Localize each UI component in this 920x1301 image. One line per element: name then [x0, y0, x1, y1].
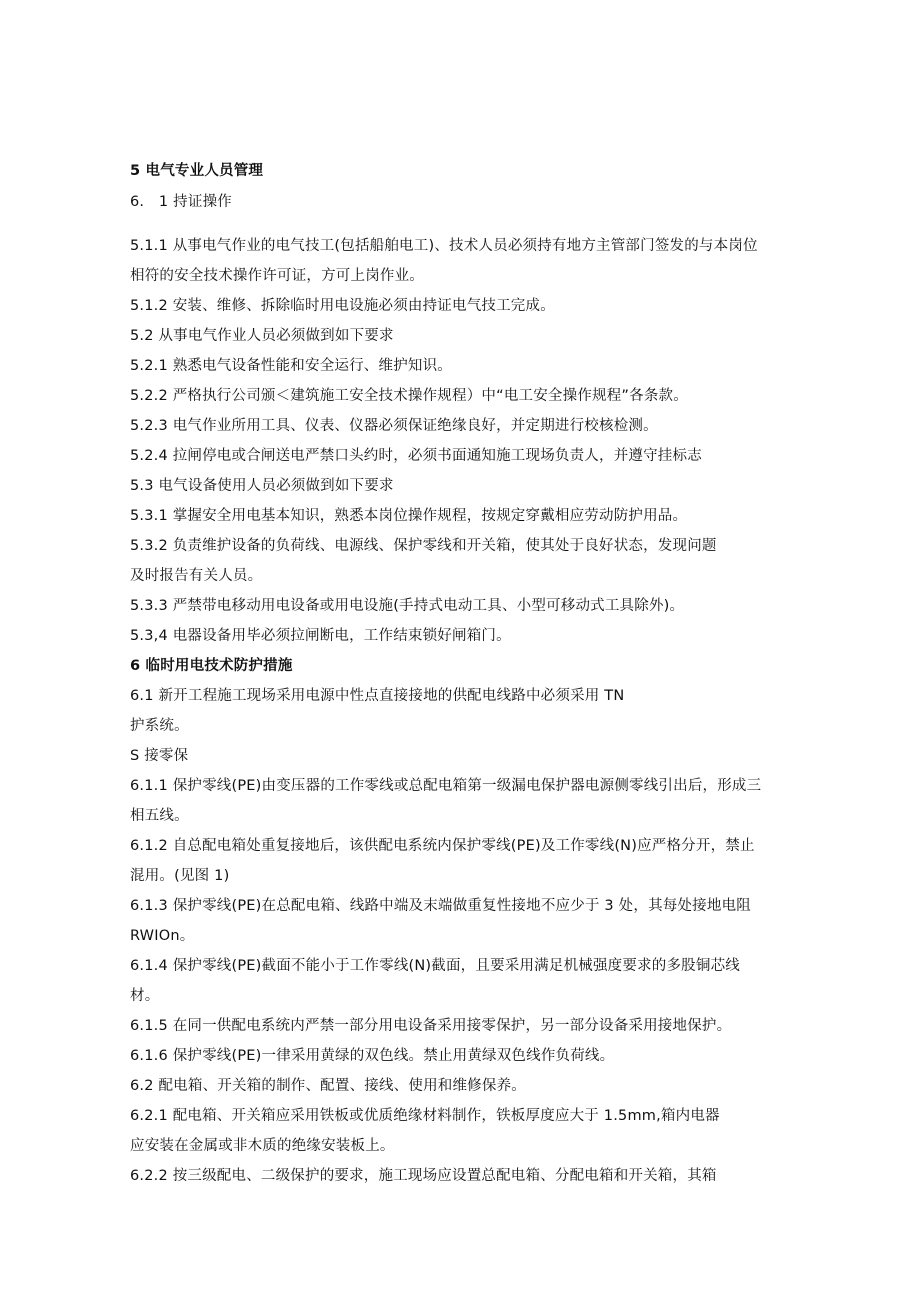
para-6-1-cont2: S 接零保	[130, 748, 189, 764]
para-6-2-1: 6.2.1 配电箱、开关箱应采用铁板或优质绝缘材料制作，铁板厚度应大于 1.5mm,箱内电器	[130, 1108, 720, 1124]
para-5-3: 5.3 电气设备使用人员必须做到如下要求	[130, 478, 394, 494]
para-6-1-6: 6.1.6 保护零线(PE)一律采用黄绿的双色线。禁止用黄绿双色线作负荷线。	[130, 1048, 615, 1064]
para-6-1-1-cont: 相五线。	[130, 808, 189, 824]
para-6-2-2: 6.2.2 按三级配电、二级保护的要求，施工现场应设置总配电箱、分配电箱和开关箱，其箱	[130, 1168, 717, 1184]
para-5-3-2: 5.3.2 负责维护设备的负荷线、电源线、保护零线和开关箱，使其处于良好状态，发现问题	[130, 538, 717, 554]
para-6-2-1-cont: 应安装在金属或非木质的绝缘安装板上。	[130, 1138, 395, 1154]
para-6-2: 6.2 配电箱、开关箱的制作、配置、接线、使用和维修保养。	[130, 1078, 526, 1094]
para-5-2-3: 5.2.3 电气作业所用工具、仪表、仪器必须保证绝缘良好，并定期进行校核检测。	[130, 418, 658, 434]
para-5-3-3: 5.3.3 严禁带电移动用电设备或用电设施(手持式电动工具、小型可移动式工具除外)。	[130, 598, 685, 614]
para-6-1-4-cont: 材。	[130, 988, 160, 1004]
para-6-1-3: 6.1.3 保护零线(PE)在总配电箱、线路中端及末端做重复性接地不应少于 3 处，其每处接地电阻	[130, 898, 751, 914]
para-5-2-4: 5.2.4 拉闸停电或合闸送电严禁口头约时，必须书面通知施工现场负责人，并遵守挂标志	[130, 448, 702, 464]
para-5-3-4: 5.3,4 电器设备用毕必须拉闸断电，工作结束锁好闸箱门。	[130, 628, 511, 644]
section-heading-5: 5 电气专业人员管理	[130, 163, 264, 179]
para-5-3-2-cont: 及时报告有关人员。	[130, 568, 263, 584]
para-5-2: 5.2 从事电气作业人员必须做到如下要求	[130, 328, 394, 344]
para-6-1-4: 6.1.4 保护零线(PE)截面不能小于工作零线(N)截面，且要采用满足机械强度要求的多股铜芯线	[130, 958, 740, 974]
para-6-1-1: 6.1.1 保护零线(PE)由变压器的工作零线或总配电箱第一级漏电保护器电源侧零线引出后，形成三	[130, 778, 762, 794]
para-5-2-2: 5.2.2 严格执行公司颁＜建筑施工安全技术操作规程）中“电工安全操作规程”各条款。	[130, 388, 688, 404]
para-5-2-1: 5.2.1 熟悉电气设备性能和安全运行、维护知识。	[130, 358, 453, 374]
section-heading-6: 6 临时用电技术防护措施	[130, 658, 293, 674]
para-5-1-1-cont: 相符的安全技术操作许可证，方可上岗作业。	[130, 268, 424, 284]
para-6-1-cont: 护系统。	[130, 718, 189, 734]
para-5-1-2: 5.1.2 安装、维修、拆除临时用电设施必须由持证电气技工完成。	[130, 298, 555, 314]
para-6-1-2-cont: 混用。(见图 1)	[130, 868, 230, 884]
para-5-1-1: 5.1.1 从事电气作业的电气技工(包括船舶电工)、技术人员必须持有地方主管部门签发的与本岗位	[130, 238, 758, 254]
para-6-1-5: 6.1.5 在同一供配电系统内严禁一部分用电设备采用接零保护，另一部分设备采用接地保护。	[130, 1018, 732, 1034]
subsection-6-1: 6. 1 持证操作	[130, 194, 232, 210]
para-6-1-2: 6.1.2 自总配电箱处重复接地后，该供配电系统内保护零线(PE)及工作零线(N)应严格分开，禁止	[130, 838, 755, 854]
para-6-1-3-cont: RWIOn。	[130, 928, 195, 944]
para-6-1: 6.1 新开工程施工现场采用电源中性点直接接地的供配电线路中必须采用 TN	[130, 688, 625, 704]
para-5-3-1: 5.3.1 掌握安全用电基本知识，熟悉本岗位操作规程，按规定穿戴相应劳动防护用品。	[130, 508, 688, 524]
